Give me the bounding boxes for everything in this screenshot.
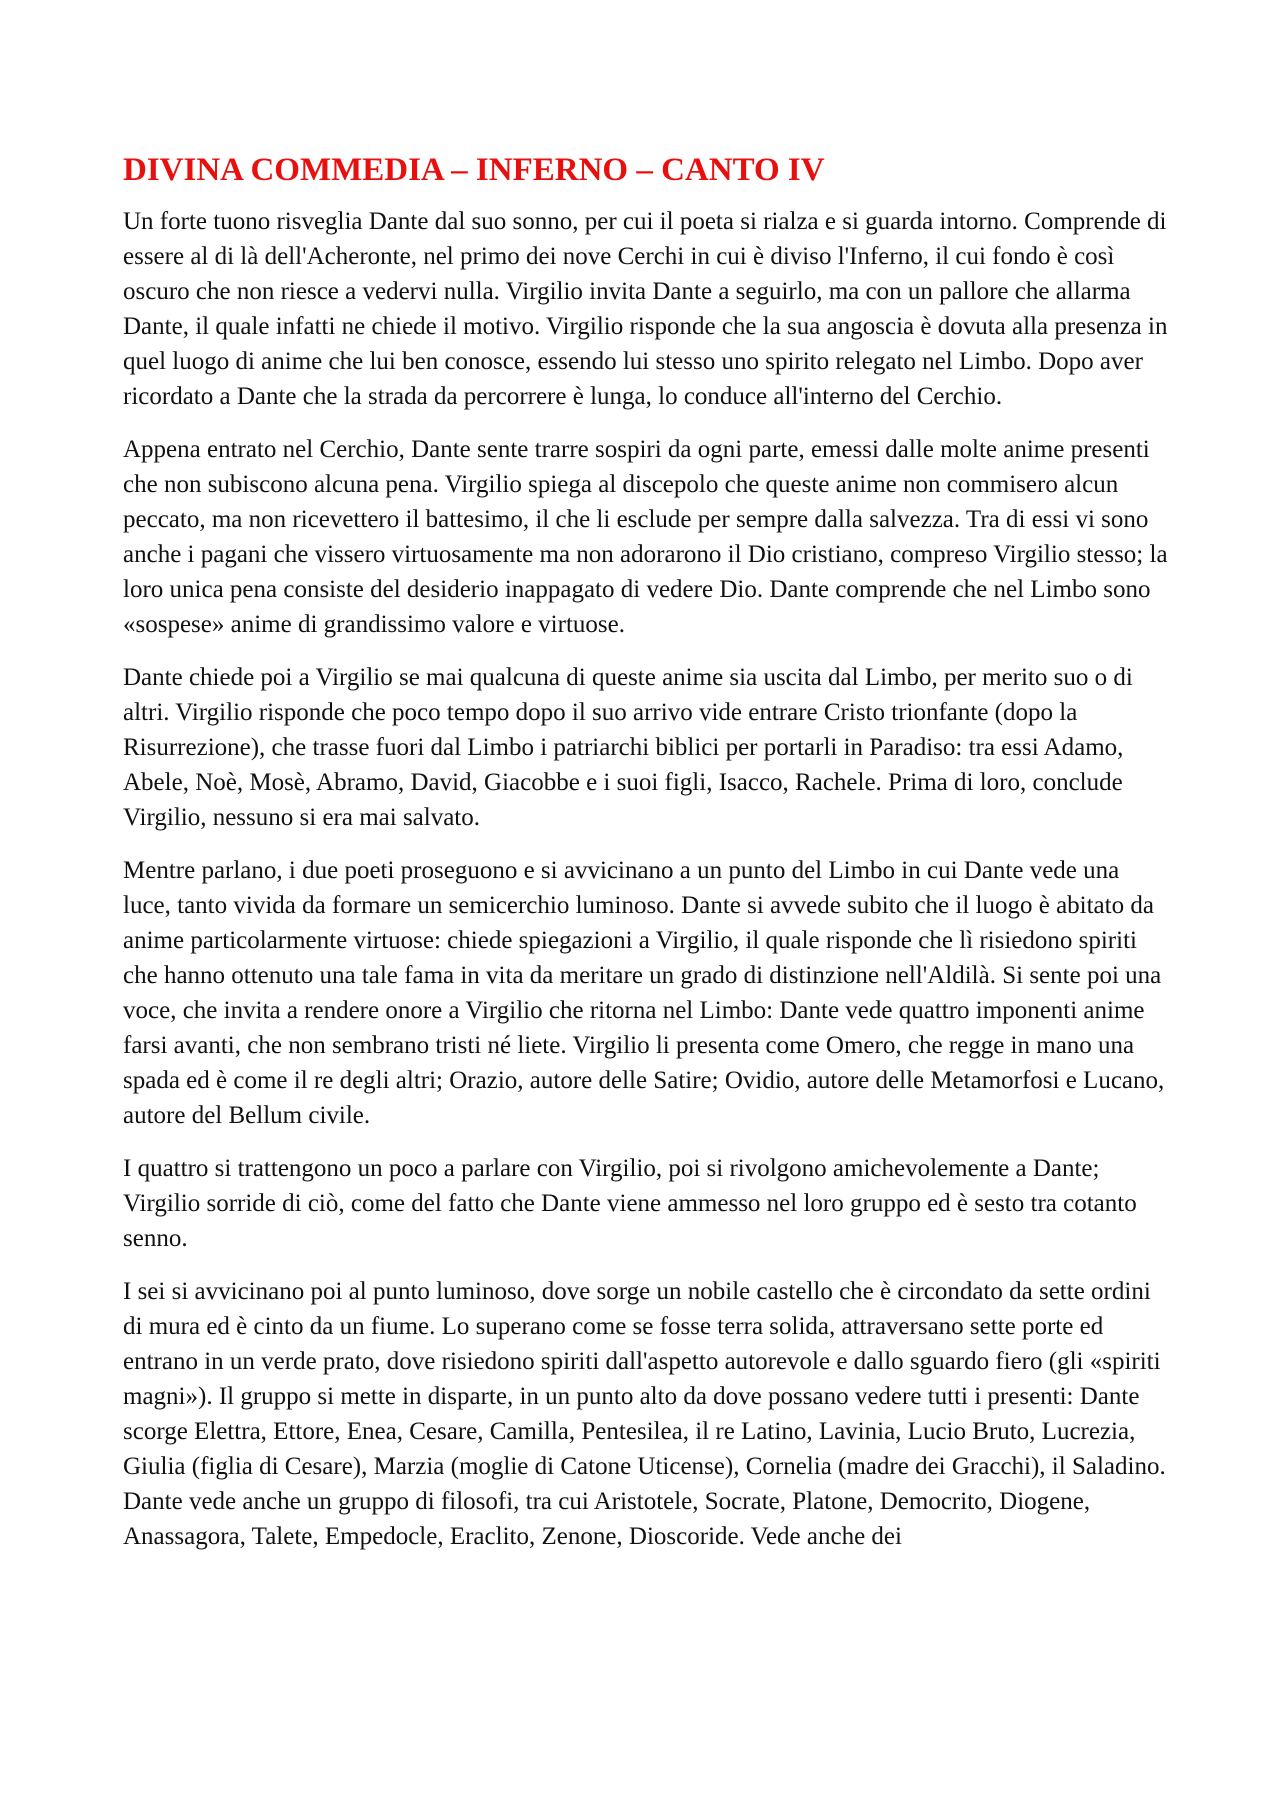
document-title: DIVINA COMMEDIA – INFERNO – CANTO IV: [123, 152, 825, 188]
paragraph-3: Dante chiede poi a Virgilio se mai qualcuna di queste anime sia uscita dal Limbo, per merito suo o di altri. Virgilio risponde che poco tempo dopo il suo arrivo vide entrare Cristo trionfante (dopo la Risurrezione), che trasse fuori dal Limbo i patriarchi biblici per portarli in Paradiso: tra essi Adamo, Abele, Noè, Mosè, Abramo, David, Giacobbe e i suoi figli, Isacco, Rachele. Prima di loro, conclude Virgilio, nessuno si era mai salvato.: [123, 664, 1133, 831]
paragraph-1: Un forte tuono risveglia Dante dal suo sonno, per cui il poeta si rialza e si guarda intorno. Comprende di essere al di là dell'Acheronte, nel primo dei nove Cerchi in cui è diviso l'Inferno, il cui fondo è così oscuro che non riesce a vedervi nulla. Virgilio invita Dante a seguirlo, ma con un pallore che allarma Dante, il quale infatti ne chiede il motivo. Virgilio risponde che la sua angoscia è dovuta alla presenza in quel luogo di anime che lui ben conosce, essendo lui stesso uno spirito relegato nel Limbo. Dopo aver ricordato a Dante che la strada da percorrere è lunga, lo conduce all'interno del Cerchio.: [123, 208, 1168, 410]
paragraph-2: Appena entrato nel Cerchio, Dante sente trarre sospiri da ogni parte, emessi dalle molte anime presenti che non subiscono alcuna pena. Virgilio spiega al discepolo che queste anime non commisero alcun peccato, ma non ricevettero il battesimo, il che li esclude per sempre dalla salvezza. Tra di essi vi sono anche i pagani che vissero virtuosamente ma non adorarono il Dio cristiano, compreso Virgilio stesso; la loro unica pena consiste del desiderio inappagato di vedere Dio. Dante comprende che nel Limbo sono «sospese» anime di grandissimo valore e virtuose.: [123, 436, 1168, 638]
paragraph-6: I sei si avvicinano poi al punto luminoso, dove sorge un nobile castello che è circondato da sette ordini di mura ed è cinto da un fiume. Lo superano come se fosse terra solida, attraversano sette porte ed entrano in un verde prato, dove risiedono spiriti dall'aspetto autorevole e dallo sguardo fiero (gli «spiriti magni»). Il gruppo si mette in disparte, in un punto alto da dove possano vedere tutti i presenti: Dante scorge Elettra, Ettore, Enea, Cesare, Camilla, Pentesilea, il re Latino, Lavinia, Lucio Bruto, Lucrezia, Giulia (figlia di Cesare), Marzia (moglie di Catone Uticense), Cornelia (madre dei Gracchi), il Saladino. Dante vede anche un gruppo di filosofi, tra cui Aristotele, Socrate, Platone, Democrito, Diogene, Anassagora, Talete, Empedocle, Eraclito, Zenone, Dioscoride. Vede anche dei: [123, 1278, 1166, 1550]
paragraph-4: Mentre parlano, i due poeti proseguono e si avvicinano a un punto del Limbo in cui Dante vede una luce, tanto vivida da formare un semicerchio luminoso. Dante si avvede subito che il luogo è abitato da anime particolarmente virtuose: chiede spiegazioni a Virgilio, il quale risponde che lì risiedono spiriti che hanno ottenuto una tale fama in vita da meritare un grado di distinzione nell'Aldilà. Si sente poi una voce, che invita a rendere onore a Virgilio che ritorna nel Limbo: Dante vede quattro imponenti anime farsi avanti, che non sembrano tristi né liete. Virgilio li presenta come Omero, che regge in mano una spada ed è come il re degli altri; Orazio, autore delle Satire; Ovidio, autore delle Metamorfosi e Lucano, autore del Bellum civile.: [123, 857, 1165, 1129]
paragraph-5: I quattro si trattengono un poco a parlare con Virgilio, poi si rivolgono amichevolemente a Dante; Virgilio sorride di ciò, come del fatto che Dante viene ammesso nel loro gruppo ed è sesto tra cotanto senno.: [123, 1155, 1137, 1252]
document-body: [123, 150, 1173, 1572]
